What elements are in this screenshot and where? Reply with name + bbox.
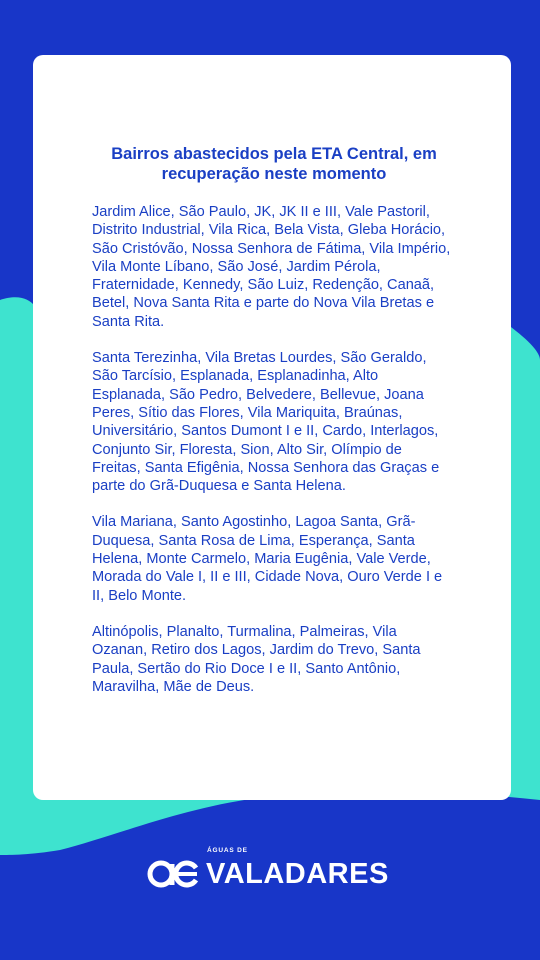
paragraph-4: Altinópolis, Planalto, Turmalina, Palmeiras, Vila Ozanan, Retiro dos Lagos, Jardim do Trevo, Santa Paula, Sertão do Rio Doce I e II, Santo Antônio, Maravilha, Mãe de Deus. [92,623,421,695]
logo-small-text: ÁGUAS DE [207,847,248,854]
paragraph-3: Vila Mariana, Santo Agostinho, Lagoa Santa, Grã-Duquesa, Santa Rosa de Lima, Esperança, Santa Helena, Monte Carmelo, Maria Eugênia, Vale Verde, Morada do Vale I, II e III, Cidade Nova, Ouro Verde I e II, Belo Monte. [92,514,443,604]
neighborhood-list [92,203,452,714]
ae-logo-mark-icon [147,858,201,890]
page-title: Bairros abastecidos pela ETA Central, em recuperação neste momento [111,145,437,183]
paragraph-2: Santa Terezinha, Vila Bretas Lourdes, São Geraldo, São Tarcísio, Esplanada, Esplanadinha, Alto Esplanada, São Pedro, Belvedere, Bellevue, Joana Peres, Sítio das Flores, Vila Mariquita, Braúnas, Universitário, Santos Dumont I e II, Cardo, Interlagos, Conjunto Sir, Floresta, Sion, Alto Sir, Olímpio de Freitas, Santa Efigênia, Nossa Senhora das Graças e parte do Grã-Duquesa e Santa Helena. [92,350,440,495]
paragraph-1: Jardim Alice, São Paulo, JK, JK II e III, Vale Pastoril, Distrito Industrial, Vila Rica, Bela Vista, Gleba Horácio, São Cristóvão, Nossa Senhora de Fátima, Vila Império, Vila Monte Líbano, São José, Jardim Pérola, Fraternidade, Kennedy, São Luiz, Redenção, Canaã, Betel, Nova Santa Rita e parte do Nova Vila Bretas e Santa Rita. [92,204,451,330]
logo-brand-name: VALADARES [206,858,389,890]
